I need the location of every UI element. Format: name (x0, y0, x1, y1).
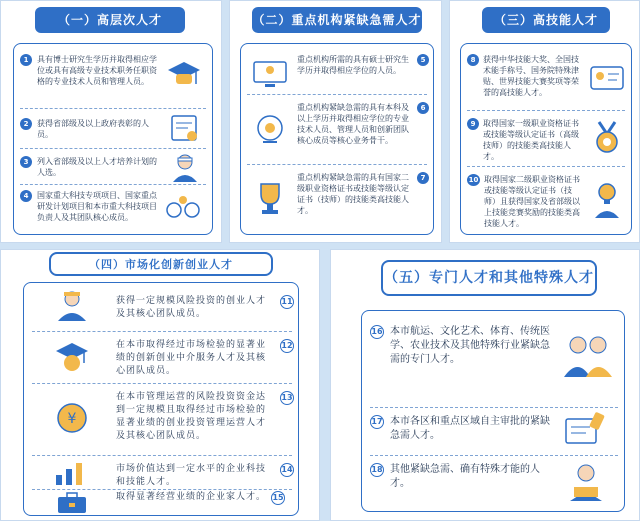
list-item (116, 339, 294, 378)
divider (20, 184, 206, 185)
list-item (116, 463, 294, 489)
item-text: 重点机构紧缺急需的具有国家二级职业资格证书或技能等级认定证书（技师）的技能类高技能人才。 (297, 173, 409, 215)
trophy-icon (253, 180, 287, 218)
graduate-cap-icon (52, 339, 92, 375)
item-text: 具有博士研究生学历并取得相应学位或具有高级专业技术职务任职资格的专业技术人员和管理人员。 (37, 55, 157, 86)
list-item (297, 172, 429, 216)
divider (32, 455, 292, 456)
item-number: 16 (370, 325, 384, 339)
panel-high-skill-talent (449, 0, 640, 243)
item-number: 9 (467, 118, 479, 130)
panel1-title: （一）高层次人才 (35, 7, 185, 33)
approval-stamp-icon (562, 411, 608, 451)
id-card-icon (589, 64, 625, 94)
research-team-icon (164, 194, 204, 226)
scholar-icon (168, 150, 202, 184)
item-text: 市场价值达到一定水平的企业科技和技能人才。 (116, 464, 267, 487)
panel5-card (361, 310, 625, 512)
panel-market-innovation-talent (0, 249, 320, 521)
entrepreneur-icon (54, 491, 90, 515)
item-number: 10 (468, 176, 479, 184)
item-number: 5 (417, 54, 429, 66)
item-text: 重点机构所需的具有硕士研究生学历并取得相应学位的人员。 (297, 55, 409, 75)
item-text: 取得国家二级职业资格证书或技能等级认定证书（技师）且获得国家及省部级以上技能竞赛奖励的技能类高技能人才。 (484, 175, 580, 228)
item-number: 15 (271, 491, 285, 505)
item-text: 获得一定规模风险投资的创业人才及其核心团队成员。 (116, 296, 267, 319)
item-number: 17 (370, 415, 384, 429)
list-item (370, 415, 550, 443)
panel2-title: （二）重点机构紧缺急需人才 (252, 7, 422, 33)
item-text: 国家重大科技专项项目、国家重点研发计划项目和本市重大科技项目负责人及其团队核心成员。 (37, 191, 157, 222)
item-number: 4 (20, 190, 32, 202)
divider (370, 455, 618, 456)
item-number: 2 (20, 118, 32, 130)
item-number: 8 (467, 54, 479, 66)
item-text: 在本市管理运营的风险投资资金达到一定规模且取得经过市场检验的显著业绩的创业投资管理运营人才及其核心团队成员。 (116, 392, 267, 441)
item-number: 7 (417, 172, 429, 184)
graduate-cap-icon (164, 58, 204, 92)
item-number: 18 (370, 463, 384, 477)
item-text: 取得国家一级职业资格证书或技能等级认定证书（高级技师）的技能类高技能人才。 (483, 119, 579, 161)
certificate-icon (168, 114, 202, 144)
item-number: 12 (280, 339, 294, 353)
panel-special-talent (330, 249, 640, 521)
list-item (370, 463, 550, 491)
brain-gear-icon (251, 112, 289, 148)
item-number: 14 (280, 463, 294, 477)
computer-user-icon (251, 58, 289, 90)
divider (20, 108, 206, 109)
divider (32, 489, 292, 490)
medal-icon (591, 120, 623, 156)
item-text: 获得省部级及以上政府表彰的人员。 (37, 119, 149, 139)
divider (247, 94, 427, 95)
panel3-card (460, 43, 632, 235)
investor-icon (52, 289, 92, 323)
list-item (116, 491, 294, 505)
item-number: 6 (417, 102, 429, 114)
money-manager-icon (50, 399, 94, 437)
divider (32, 383, 292, 384)
list-item (297, 54, 429, 76)
list-item (20, 118, 160, 140)
panel5-title: （五）专门人才和其他特殊人才 (381, 260, 597, 296)
list-item (116, 391, 294, 443)
item-number: 13 (280, 391, 294, 405)
panel1-card (13, 43, 213, 235)
item-number: 3 (20, 156, 32, 168)
specialists-icon (560, 331, 614, 379)
list-item (297, 102, 429, 146)
item-text: 列入省部级及以上人才培养计划的人选。 (37, 157, 157, 177)
panel2-card (240, 43, 434, 235)
divider (247, 164, 427, 165)
divider (32, 331, 292, 332)
item-text: 本市各区和重点区域自主审批的紧缺急需人才。 (390, 416, 550, 441)
list-item (116, 295, 294, 321)
item-text: 重点机构紧缺急需的具有本科及以上学历并取得相应学位的专业技术人员、管理人员和创新团队核心成员等核心业务骨干。 (297, 103, 409, 145)
item-text: 在本市取得经过市场检验的显著业绩的创新创业中介服务人才及其核心团队成员。 (116, 340, 267, 376)
item-text: 本市航运、文化艺术、体育、传统医学、农业技术及其他特殊行业紧缺急需的专门人才。 (390, 326, 550, 365)
panel-key-institution-talent (229, 0, 442, 243)
lightbulb-person-icon (589, 180, 625, 220)
divider (467, 110, 625, 111)
reader-icon (564, 461, 608, 505)
item-text: 其他紧缺急需、确有特殊才能的人才。 (390, 464, 540, 489)
panel3-title: （三）高技能人才 (482, 7, 610, 33)
growth-chart-icon (52, 459, 92, 487)
item-number: 11 (280, 295, 294, 309)
svg-text:¥: ¥ (67, 411, 77, 427)
divider (370, 407, 618, 408)
list-item (20, 156, 160, 178)
list-item (467, 174, 583, 229)
list-item (370, 325, 550, 367)
list-item (20, 54, 160, 87)
item-text: 取得显著经营业绩的企业家人才。 (116, 492, 267, 502)
panel4-title: （四）市场化创新创业人才 (49, 252, 273, 276)
list-item (467, 54, 583, 98)
item-number: 1 (20, 54, 32, 66)
panel-high-level-talent (0, 0, 222, 243)
item-text: 获得中华技能大奖、全国技术能手称号、国务院特殊津贴、世界技能大赛奖项等荣誉的高技能人才。 (483, 55, 579, 97)
divider (20, 148, 206, 149)
list-item (20, 190, 160, 223)
list-item (467, 118, 583, 162)
panel4-card (23, 282, 299, 516)
divider (467, 166, 625, 167)
